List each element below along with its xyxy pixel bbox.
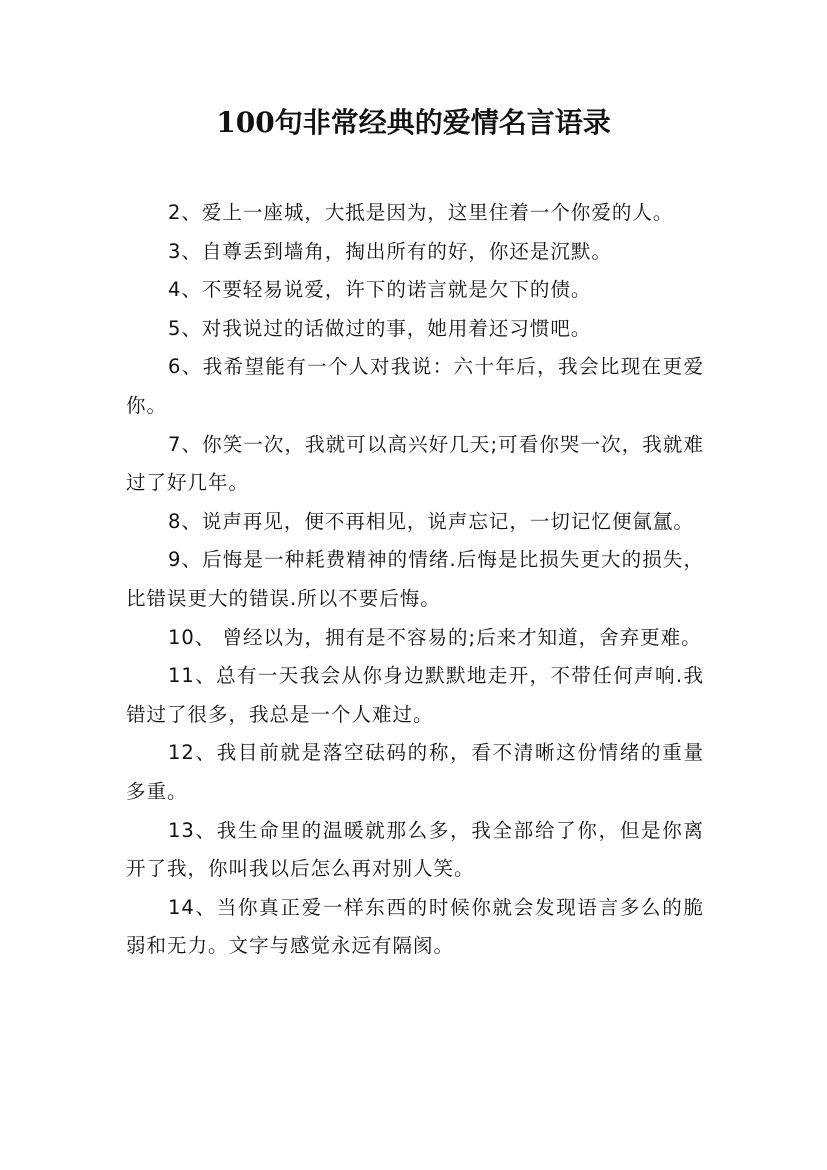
quote-item: 10、 曾经以为，拥有是不容易的;后来才知道，舍弃更难。 xyxy=(168,625,702,649)
quote-item: 4、不要轻易说爱，许下的诺言就是欠下的债。 xyxy=(168,278,592,302)
document-title: 100句非常经典的爱情名言语录 xyxy=(216,106,611,139)
quote-item: 5、对我说过的话做过的事，她用着还习惯吧。 xyxy=(168,316,592,340)
quote-item: 2、爱上一座城，大抵是因为，这里住着一个你爱的人。 xyxy=(168,201,674,224)
quote-item: 11、总有一天我会从你身边默默地走开，不带任何声响.我错过了很多，我总是一个人难过。 xyxy=(126,664,704,726)
quote-list xyxy=(126,194,704,966)
quote-item: 8、说声再见，便不再相见，说声忘记，一切记忆便氤氲。 xyxy=(168,509,694,533)
quote-item: 7、你笑一次，我就可以高兴好几天;可看你哭一次，我就难过了好几年。 xyxy=(126,432,704,495)
quote-item: 6、我希望能有一个人对我说：六十年后，我会比现在更爱你。 xyxy=(126,355,704,417)
quote-item: 12、我目前就是落空砝码的称，看不清晰这份情绪的重量多重。 xyxy=(126,741,704,803)
quote-item: 13、我生命里的温暖就那么多，我全部给了你，但是你离开了我，你叫我以后怎么再对别人笑。 xyxy=(126,818,704,881)
quote-item: 9、后悔是一种耗费精神的情绪.后悔是比损失更大的损失，比错误更大的错误.所以不要后悔。 xyxy=(126,548,704,610)
quote-item: 3、自尊丢到墙角，掏出所有的好，你还是沉默。 xyxy=(168,239,612,263)
quote-item: 14、当你真正爱一样东西的时候你就会发现语言多么的脆弱和无力。文字与感觉永远有隔阂。 xyxy=(126,895,704,958)
